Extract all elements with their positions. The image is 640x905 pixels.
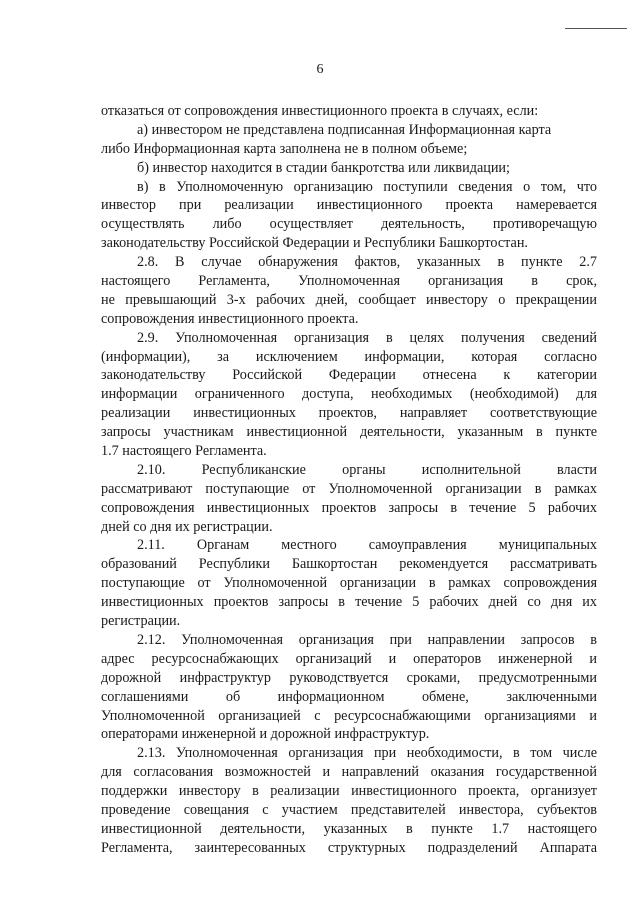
text-line: 2.13. Уполномоченная организация при необходимости, в том числе: [137, 745, 597, 762]
text-line: законодательству Российской Федерации отнесена к категории: [101, 367, 597, 384]
text-line: сопровождения инвестиционного проекта.: [101, 310, 359, 327]
text-line: законодательству Российской Федерации и Республики Башкортостан.: [101, 235, 528, 252]
text-line: инвестиционных проектов запросы в течение 5 рабочих дней со дня их: [101, 594, 597, 611]
text-line: адрес ресурсоснабжающих организаций и операторов инженерной и: [101, 650, 597, 667]
text-line: 2.9. Уполномоченная организация в целях получения сведений: [137, 329, 597, 346]
text-line: б) инвестор находится в стадии банкротства или ликвидации;: [137, 159, 510, 176]
text-line: 2.12. Уполномоченная организация при направлении запросов в: [137, 631, 597, 648]
text-line: не превышающий 3-х рабочих дней, сообщает инвестору о прекращении: [101, 291, 597, 308]
text-line: настоящего Регламента, Уполномоченная организация в срок,: [101, 273, 597, 290]
page-number: 6: [316, 62, 324, 77]
text-line: поступающие от Уполномоченной организации в рамках сопровождения: [101, 575, 597, 592]
text-line: реализации инвестиционных проектов, направляет соответствующие: [101, 405, 597, 422]
text-line: 2.11. Органам местного самоуправления муниципальных: [137, 537, 597, 554]
text-line: соглашениями об информационном обмене, заключенными: [101, 688, 597, 705]
text-line: осуществлять либо осуществляет деятельность, противоречащую: [101, 216, 597, 233]
text-line: 1.7 настоящего Регламента.: [101, 443, 267, 460]
text-line: дорожной инфраструктур руководствуется сроками, предусмотренными: [101, 669, 597, 686]
text-line: в) в Уполномоченную организацию поступили сведения о том, что: [137, 178, 597, 195]
text-line: (информации), за исключением информации, которая согласно: [101, 348, 597, 365]
text-line: сопровождения инвестиционных проектов запросы в течение 5 рабочих: [101, 499, 597, 516]
text-line: Регламента, заинтересованных структурных подразделений Аппарата: [101, 839, 597, 856]
text-line: Уполномоченной организацией с ресурсоснабжающими организациями и: [101, 707, 597, 724]
text-line: проведение совещания с участием представителей инвестора, субъектов: [101, 801, 597, 818]
text-line: инвестиционной деятельности, указанных в пункте 1.7 настоящего: [101, 820, 597, 837]
text-line: дней со дня их регистрации.: [101, 518, 273, 535]
text-line: поддержки инвестору в реализации инвестиционного проекта, организует: [101, 783, 597, 800]
text-line: регистрации.: [101, 613, 181, 630]
text-line: образований Республики Башкортостан рекомендуется рассматривать: [101, 556, 597, 573]
text-line: 2.8. В случае обнаружения фактов, указанных в пункте 2.7: [137, 254, 597, 271]
text-line: запросы участникам инвестиционной деятельности, указанным в пункте: [101, 424, 597, 441]
text-line: рассматривают поступающие от Уполномоченной организации в рамках: [101, 480, 597, 497]
text-line: инвестор при реализации инвестиционного проекта намеревается: [101, 197, 597, 214]
text-line: либо Информационная карта заполнена не в полном объеме;: [101, 140, 468, 157]
text-line: а) инвестором не представлена подписанная Информационная карта: [137, 121, 552, 138]
text-line: 2.10. Республиканские органы исполнительной власти: [137, 461, 597, 478]
text-line: информации ограниченного доступа, необходимых (необходимой) для: [101, 386, 597, 403]
text-line: операторами инженерной и дорожной инфраструктур.: [101, 726, 430, 743]
document-body: [101, 102, 597, 858]
text-line: для согласования возможностей и направлений оказания государственной: [101, 764, 597, 781]
header-rule: [565, 28, 627, 29]
text-line: отказаться от сопровождения инвестиционного проекта в случаях, если:: [101, 103, 539, 119]
